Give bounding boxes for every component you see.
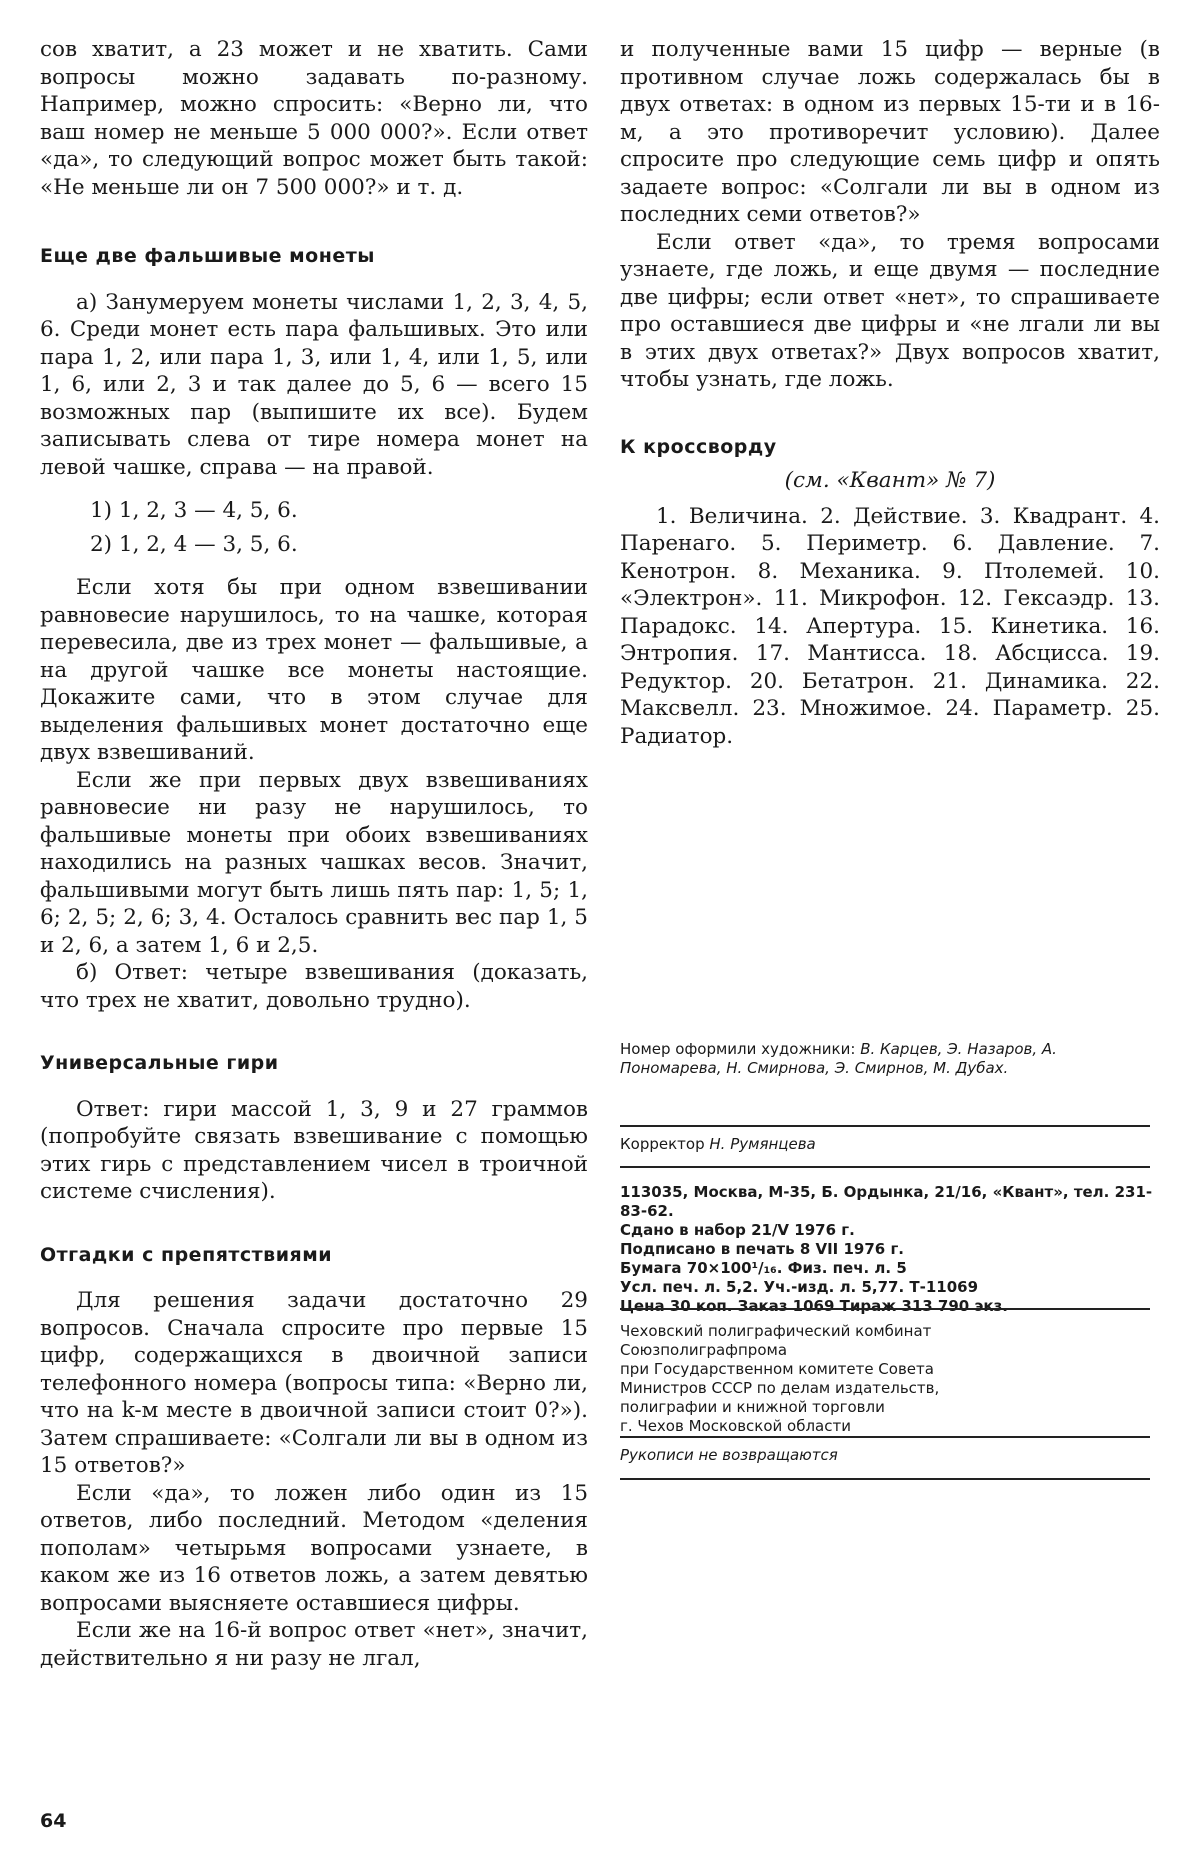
printer-line-1: Чеховский полиграфический комбинат — [620, 1322, 932, 1340]
printer-line-2: Союзполиграфпрома — [620, 1341, 788, 1359]
divider-2 — [620, 1166, 1150, 1168]
printer-line-5: полиграфии и книжной торговли — [620, 1398, 885, 1416]
corrector-label: Корректор — [620, 1135, 705, 1153]
artists-label: Номер оформили художники: — [620, 1040, 856, 1058]
right-column — [620, 36, 1160, 750]
guess-paragraph-2: Если «да», то ложен либо один из 15 ответов, либо последний. Методом «деления пополам» четырьмя вопросами узнаете, в каком же из 16 ответов ложь, а затем девятью вопросами выясняете оставшиеся цифры. — [40, 1480, 588, 1616]
address-line: 113035, Москва, М-35, Б. Ордынка, 21/16, «Квант», тел. 231-83-62. — [620, 1183, 1153, 1220]
coins-heading: Еще две фальшивые монеты — [40, 245, 375, 267]
weights-paragraph: Ответ: гири массой 1, 3, 9 и 27 граммов (попробуйте связать взвешивание с помощью этих гирь с представлением чисел в троичной системе счисления). — [40, 1096, 588, 1204]
coins-paragraph-a: а) Занумеруем монеты числами 1, 2, 3, 4, 5, 6. Среди монет есть пара фальшивых. Это или пара 1, 2, или пара 1, 3, или 1, 4, или 1, 5, или 1, 6, или 2, 3 и так далее до 5, 6 — всего 15 возможных пар (выпишите их все). Будем записывать слева от тире номера монет на левой чашке, справа — на правой. — [40, 289, 588, 480]
continuation-paragraph-1: и полученные вами 15 цифр — верные (в противном случае ложь содержалась бы в двух ответах: в одном из первых 15-ти и в 16-м, а это противоречит условию). Далее спросите про следующие семь цифр и опять задаете вопрос: «Солгали ли вы в одном из последних семи ответов?» — [620, 37, 1160, 227]
artists-names: В. Карцев, Э. Назаров, А. Пономарева, Н. Смирнова, Э. Смирнов, М. Дубах. — [620, 1040, 1057, 1077]
printer-line-4: Министров СССР по делам издательств, — [620, 1379, 940, 1397]
publication-details — [620, 1183, 1160, 1316]
guess-paragraph-1: Для решения задачи достаточно 29 вопросов. Сначала спросите про первые 15 цифр, содержащихся в двоичной записи телефонного номера (вопросы типа: «Верно ли, что на k-м месте в двоичной записи стоит 0?»). Затем спрашиваете: «Солгали ли вы в одном из 15 ответов?» — [40, 1288, 588, 1478]
paper-line: Бумага 70×100¹/₁₆. Физ. печ. л. 5 — [620, 1259, 907, 1277]
crossword-answers-text: 1. Величина. 2. Действие. 3. Квадрант. 4. Паренаго. 5. Периметр. 6. Давление. 7. Кенотрон. 8. Механика. 9. Птолемей. 10. «Электрон». 11. Микрофон. 12. Гексаэдр. 13. Парадокс. 14. Апертура. 15. Кинетика. 16. Энтропия. 17. Мантисса. 18. Абсцисса. 19. Редуктор. 20. Бетатрон. 21. Динамика. 22. Максвелл. 23. Множимое. 24. Параметр. 25. Радиатор. — [620, 503, 1160, 749]
divider-3 — [620, 1308, 1150, 1310]
printer-line-6: г. Чехов Московской области — [620, 1417, 851, 1435]
price-line: Цена 30 коп. Заказ 1069 Тираж 313 790 экз. — [620, 1297, 1008, 1315]
printer-line-3: при Государственном комитете Совета — [620, 1360, 934, 1378]
divider-5 — [620, 1478, 1150, 1480]
crossword-reference: (см. «Квант» № 7) — [784, 468, 996, 493]
divider-4 — [620, 1436, 1150, 1438]
divider-1 — [620, 1125, 1150, 1127]
corrector-line — [620, 1135, 1160, 1154]
crossword-answers — [620, 503, 1160, 751]
weighing-2: 2) 1, 2, 4 — 3, 5, 6. — [90, 531, 298, 557]
weighing-1: 1) 1, 2, 3 — 4, 5, 6. — [90, 498, 298, 523]
guess-heading: Отгадки с препятствиями — [40, 1243, 333, 1266]
coins-paragraph-3: Если же при первых двух взвешиваниях равновесие ни разу не нарушилось, то фальшивые монеты при обоих взвешиваниях находились на разных чашках весов. Значит, фальшивыми могут быть лишь пять пар: 1, 5; 1, 6; 2, 5; 2, 6; 3, 4. Осталось сравнить вес пар 1, 5 и 2, 6, а затем 1, 6 и 2,5. — [40, 767, 588, 958]
guess-paragraph-3: Если же на 16-й вопрос ответ «нет», значит, действительно я ни разу не лгал, — [40, 1618, 588, 1671]
weights-heading: Универсальные гири — [40, 1052, 279, 1074]
printer-info — [620, 1322, 1160, 1436]
manuscripts-note-box — [620, 1446, 1160, 1465]
artists-credit — [620, 1040, 1160, 1078]
submitted-line: Сдано в набор 21/V 1976 г. — [620, 1221, 855, 1239]
coins-paragraph-b: б) Ответ: четыре взвешивания (доказать, что трех не хватит, довольно трудно). — [40, 960, 588, 1013]
sheets-line: Усл. печ. л. 5,2. Уч.-изд. л. 5,77. Т-11069 — [620, 1278, 979, 1296]
corrector-name: Н. Румянцева — [709, 1135, 816, 1153]
crossword-heading: К кроссворду — [620, 435, 777, 458]
intro-paragraph: сов хватит, а 23 может и не хватить. Сами вопросы можно задавать по-разному. Например, можно спросить: «Верно ли, что ваш номер не меньше 5 000 000?». Если ответ «да», то следующий вопрос может быть такой: «Не меньше ли он 7 500 000?» и т. д. — [40, 37, 588, 200]
manuscripts-note: Рукописи не возвращаются — [620, 1446, 838, 1464]
left-column — [40, 36, 588, 1672]
page-number: 64 — [40, 1810, 67, 1832]
coins-paragraph-2: Если хотя бы при одном взвешивании равновесие нарушилось, то на чашке, которая перевесила, две из трех монет — фальшивые, а на другой чашке все монеты настоящие. Докажите сами, что в этом случае для выделения фальшивых монет достаточно еще двух взвешиваний. — [40, 575, 588, 765]
signed-line: Подписано в печать 8 VII 1976 г. — [620, 1240, 904, 1258]
continuation-paragraph-2: Если ответ «да», то тремя вопросами узнаете, где ложь, и еще двумя — последние две цифры; если ответ «нет», то спрашиваете про оставшиеся две цифры и «не лгали ли вы в этих двух ответах?» Двух вопросов хватит, чтобы узнать, где ложь. — [620, 229, 1160, 392]
